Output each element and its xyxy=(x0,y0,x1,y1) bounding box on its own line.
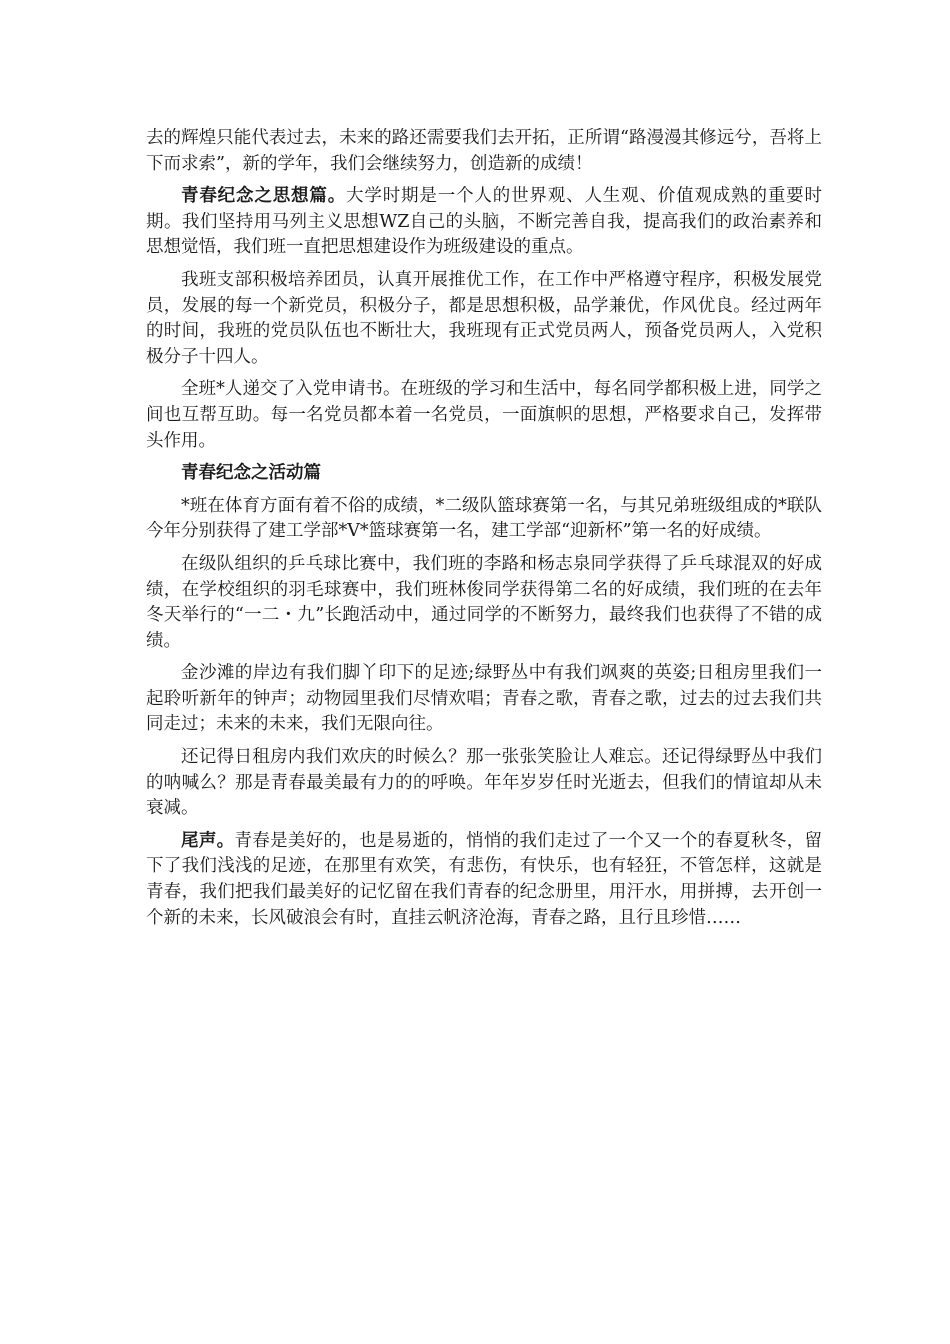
paragraph-party-branch: 我班支部积极培养团员，认真开展推优工作，在工作中严格遵守程序，积极发展党员，发展的每一个新党员，积极分子，都是思想积极，品学兼优，作风优良。经过两年的时间，我班的党员队伍也不断壮大，我班现有正式党员两人，预备党员两人，入党积极分子十四人。 xyxy=(146,269,822,367)
paragraph-text: 大学时期是一个人的世界观、人生观、价值观成熟的重要时期。我们坚持用马列主义思想WZ自己的头脑，不断完善自我，提高我们的政治素养和思想觉悟，我们班一直把思想建设作为班级建设的重点。 xyxy=(146,186,823,258)
paragraph-table-tennis: 在级队组织的乒乓球比赛中，我们班的李路和杨志泉同学获得了乒乓球混双的好成绩，在学校组织的羽毛球赛中，我们班林俊同学获得第二名的好成绩，我们班的在去年冬天举行的“一二・九”长跑活动中，通过同学的不断努力，最终我们也获得了不错的成绩。 xyxy=(146,553,822,651)
paragraph-continued: 去的辉煌只能代表过去，未来的路还需要我们去开拓，正所谓“路漫漫其修远兮，吾将上下而求索”，新的学年，我们会继续努力，创造新的成绩！ xyxy=(146,128,822,174)
paragraph-text: 青春是美好的，也是易逝的，悄悄的我们走过了一个又一个的春夏秋冬，留下了我们浅浅的足迹，在那里有欢笑，有悲伤，有快乐，也有轻狂，不管怎样，这就是青春，我们把我们最美好的记忆留在我们青春的纪念册里，用汗水，用拼搏，去开创一个新的未来，长风破浪会有时，直挂云帆济沧海，青春之路，且行且珍惜…… xyxy=(146,830,823,928)
section-heading-thought: 青春纪念之思想篇。 xyxy=(181,186,347,207)
paragraph-remember: 还记得日租房内我们欢庆的时候么？那一张张笑脸让人难忘。还记得绿野丛中我们的呐喊么？那是青春最美最有力的的呼唤。年年岁岁任时光逝去，但我们的情谊却从未衰减。 xyxy=(146,747,822,819)
paragraph-thought-section xyxy=(146,184,822,261)
document-page xyxy=(146,126,822,938)
paragraph-sports: *班在体育方面有着不俗的成绩，*二级队篮球赛第一名，与其兄弟班级组成的*联队今年分别获得了建工学部*V*篮球赛第一名，建工学部“迎新杯”第一名的好成绩。 xyxy=(146,495,822,542)
paragraph-applications: 全班*人递交了入党申请书。在班级的学习和生活中，每名同学都积极上进，同学之间也互帮互助。每一名党员都本着一名党员，一面旗帜的思想，严格要求自己，发挥带头作用。 xyxy=(146,379,822,451)
section-heading-activities: 青春纪念之活动篇 xyxy=(181,463,321,484)
paragraph-epilogue xyxy=(146,829,822,931)
paragraph-memories: 金沙滩的岸边有我们脚丫印下的足迹;绿野丛中有我们飒爽的英姿;日租房里我们一起聆听新年的钟声；动物园里我们尽情欢唱；青春之歌，青春之歌，过去的过去我们共同走过；未来的未来，我们无限向往。 xyxy=(146,663,822,735)
section-heading-epilogue: 尾声。 xyxy=(181,830,235,851)
